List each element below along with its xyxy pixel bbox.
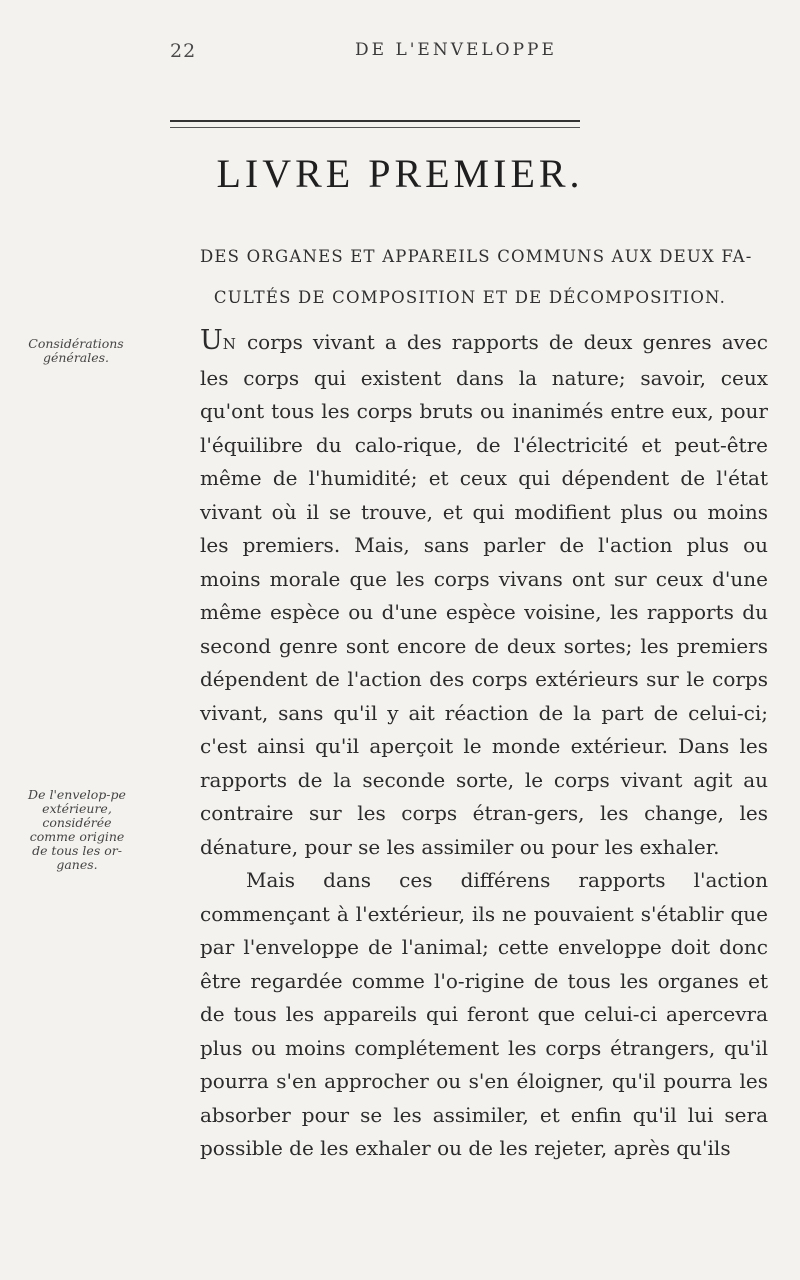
running-head [170,40,575,70]
margin-note-enveloppe: De l'envelop-pe extérieure, considérée comme origine de tous les or-ganes. [28,787,126,872]
book-title: LIVRE PREMIER. [216,151,584,196]
initial-letter: U [200,325,223,356]
subtitle-line-2: CULTÉS DE COMPOSITION ET DE DÉCOMPOSITION. [213,288,727,307]
initial-smallcap: N [222,335,237,353]
title-rule [170,120,580,128]
running-title: DE L'ENVELOPPE [355,40,557,60]
margin-note-considerations: Considérations générales. [28,336,124,365]
page-number: 22 [170,40,197,62]
body-text [200,324,768,1166]
chapter-subtitle [200,236,760,318]
paragraph-1-text: corps vivant a des rapports de deux genres avec les corps qui existent dans la nature; savoir, ceux qu'ont tous les corps bruts ou inanimés entre eux, pour l'équilibre du calo-rique, de l'électricité et peut-être même de l'humidité; et ceux qui dépendent de l'état vivant où il se trouve, et qui modifient plus ou moins les premiers. Mais, sans parler de l'action plus ou moins morale que les corps vivans ont sur ceux d'une même espèce ou d'une espèce voisine, les rapports du second genre sont encore de deux sortes; les premiers dépendent de l'action des corps extérieurs sur le corps vivant, sans qu'il y ait réaction de la part de celui-ci; c'est ainsi qu'il aperçoit le monde extérieur. Dans les rapports de la seconde sorte, le corps vivant agit au contraire sur les corps étran-gers, les change, les dénature, pour se les assimiler ou pour les exhaler. [200,330,768,859]
paragraph-2: Mais dans ces différens rapports l'action commençant à l'extérieur, ils ne pouvaient s'établir que par l'enveloppe de l'animal; cette enveloppe doit donc être regardée comme l'o-rigine de tous les organes et de tous les appareils qui feront que celui-ci apercevra plus ou moins complétement les corps étrangers, qu'il pourra s'en approcher ou s'en éloigner, qu'il pourra les absorber pour se les assimiler, et enfin qu'il lui sera possible de les exhaler ou de les rejeter, après qu'ils [200,868,768,1160]
paragraph-1 [200,324,768,864]
subtitle-line-1: DES ORGANES ET APPAREILS COMMUNS AUX DEUX FA- [200,247,753,266]
